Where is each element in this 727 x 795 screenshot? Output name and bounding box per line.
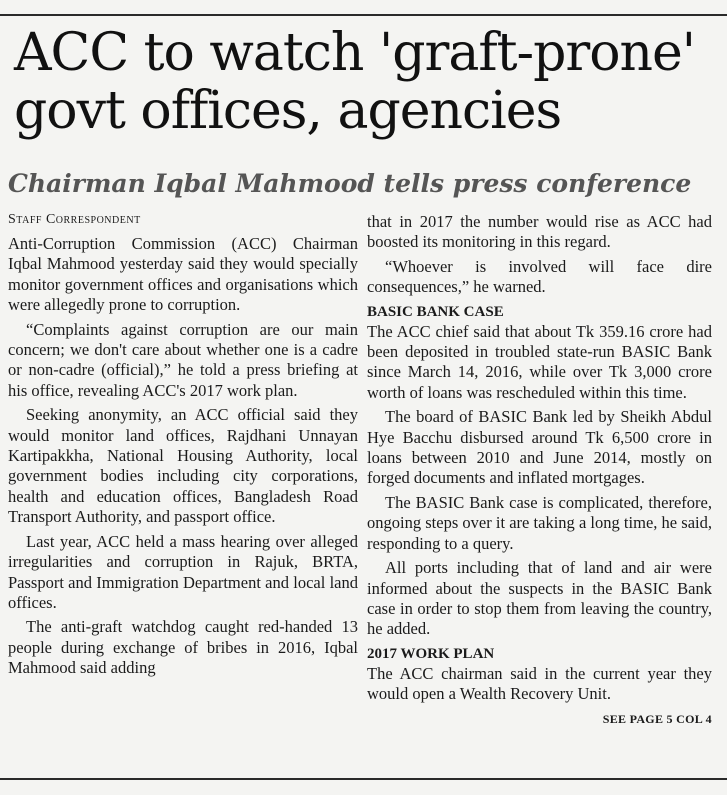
paragraph: Seeking anonymity, an ACC official said they would monitor land offices, Rajdhani Unnayan Kartipakkha, National Housing Authority, local government bodies including city corporations, health and education offices, Bangladesh Road Transport Authority, and passport office. bbox=[8, 405, 358, 527]
paragraph: The ACC chairman said in the current year they would open a Wealth Recovery Unit. bbox=[367, 663, 712, 704]
paragraph: “Whoever is involved will face dire consequences,” he warned. bbox=[367, 256, 712, 297]
continuation-note: SEE PAGE 5 COL 4 bbox=[602, 711, 712, 726]
paragraph: “Complaints against corruption are our main concern; we don't care about whether one is a cadre or non-cadre (official),” he told a press briefing at his office, revealing ACC's 2017 work plan. bbox=[8, 319, 358, 400]
top-rule bbox=[0, 14, 727, 16]
paragraph: that in 2017 the number would rise as ACC had boosted its monitoring in this regard. bbox=[367, 212, 712, 252]
headline: ACC to watch 'graft-prone' govt offices, agencies bbox=[14, 23, 696, 141]
byline: Staff Correspondent bbox=[8, 212, 141, 227]
bottom-rule bbox=[0, 778, 727, 780]
right-column bbox=[367, 212, 712, 729]
paragraph: The ACC chief said that about Tk 359.16 crore had been deposited in troubled state-run BASIC Bank since March 14, 2016, while over Tk 3,000 crore worth of loans was rescheduled within this time. bbox=[367, 321, 712, 402]
section-heading-work-plan: 2017 WORK PLAN bbox=[367, 645, 495, 662]
left-column bbox=[8, 212, 358, 683]
paragraph: The BASIC Bank case is complicated, therefore, ongoing steps over it are taking a long time, he said, responding to a query. bbox=[367, 492, 712, 553]
paragraph: The board of BASIC Bank led by Sheikh Abdul Hye Bacchu disbursed around Tk 6,500 crore in loans between 2010 and June 2014, mostly on forged documents and inflated mortgages. bbox=[367, 407, 712, 488]
paragraph: Last year, ACC held a mass hearing over alleged irregularities and corruption in Rajuk, BRTA, Passport and Immigration Department and local land offices. bbox=[8, 531, 358, 612]
paragraph: Anti-Corruption Commission (ACC) Chairman Iqbal Mahmood yesterday said they would specially monitor government offices and organisations which were allegedly prone to corruption. bbox=[8, 234, 358, 315]
subheadline: Chairman Iqbal Mahmood tells press conference bbox=[8, 169, 692, 198]
paragraph: All ports including that of land and air were informed about the suspects in the BASIC Bank case in order to stop them from leaving the country, he added. bbox=[367, 558, 712, 639]
paragraph: The anti-graft watchdog caught red-handed 13 people during exchange of bribes in 2016, Iqbal Mahmood said adding bbox=[8, 617, 358, 678]
section-heading-basic-bank: BASIC BANK CASE bbox=[367, 303, 504, 320]
